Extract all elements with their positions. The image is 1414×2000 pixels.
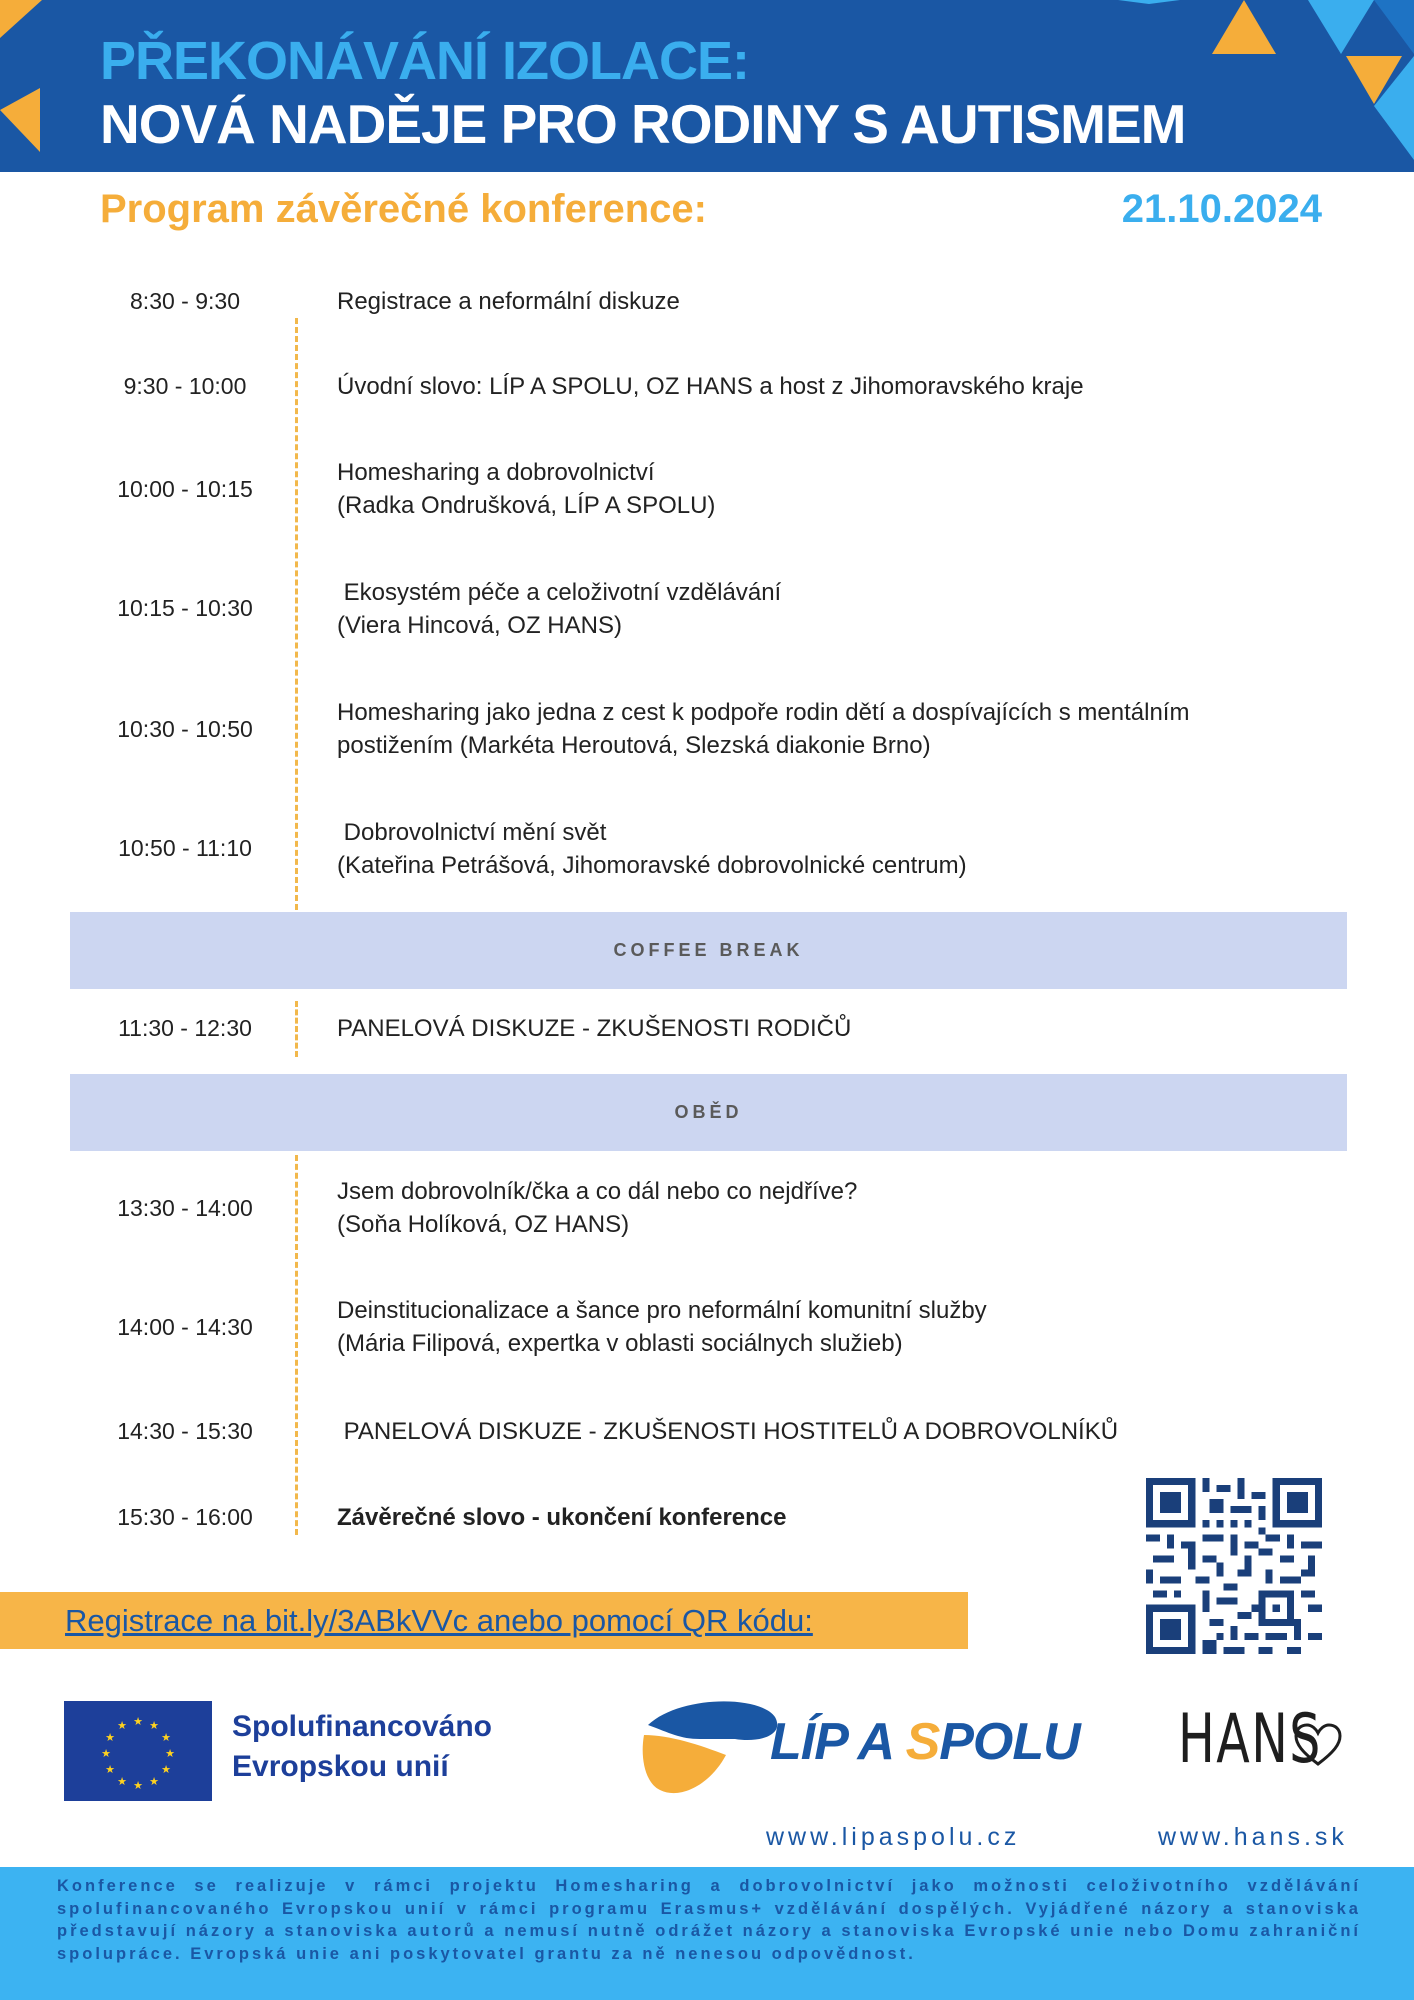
qr-code[interactable] (1146, 1478, 1322, 1654)
eu-cofunding-text: Spolufinancováno Evropskou unií (232, 1710, 493, 1783)
funding-disclaimer: Konference se realizuje v rámci projektu Homesharing a dobrovolnictví jako možnosti celoživotního vzdělávání spolufinancovaného Evropskou unií v rámci programu Erasmus+ vzdělávání dospělých. Vyjádřené názory a stanoviska představují názory a stanoviska autorů a nemusí nutně odrážet názory a stanoviska Evropské unie nebo Domu zahraniční spolupráce. Evropská unie ani poskytovatel grantu za ně nenesou odpovědnost. (57, 1877, 1361, 1963)
schedule-time: 11:30 - 12:30 (118, 1015, 252, 1041)
schedule-item: Deinstitucionalizace a šance pro neformální komunitní služby (Mária Filipová, expertka v oblasti sociálnych služieb) (337, 1297, 987, 1357)
schedule-item: PANELOVÁ DISKUZE - ZKUŠENOSTI RODIČŮ (337, 1015, 852, 1042)
schedule-time: 13:30 - 14:00 (117, 1195, 253, 1221)
schedule-time: 10:30 - 10:50 (117, 716, 253, 742)
schedule-item: Úvodní slovo: LÍP A SPOLU, OZ HANS a host z Jihomoravského kraje (337, 373, 1084, 400)
schedule-item: Ekosystém péče a celoživotní vzdělávání (Viera Hincová, OZ HANS) (337, 579, 782, 639)
svg-text:★: ★ (165, 1748, 175, 1760)
timeline-line (295, 1155, 298, 1535)
svg-text:★: ★ (117, 1776, 127, 1788)
schedule-time: 8:30 - 9:30 (130, 288, 240, 314)
eu-flag-icon (64, 1701, 212, 1801)
svg-text:★: ★ (133, 1716, 143, 1728)
schedule-time: 10:50 - 11:10 (118, 835, 252, 861)
schedule-time: 10:00 - 10:15 (117, 476, 253, 502)
svg-text:★: ★ (105, 1732, 115, 1744)
heart-icon (1292, 1722, 1344, 1768)
coffee-break-band: COFFEE BREAK (70, 912, 1347, 989)
svg-text:★: ★ (133, 1780, 143, 1792)
website-hans[interactable]: www.hans.sk (1158, 1823, 1348, 1851)
schedule-time: 14:30 - 15:30 (117, 1418, 253, 1444)
svg-text:★: ★ (149, 1776, 159, 1788)
svg-text:★: ★ (101, 1748, 111, 1760)
svg-text:★: ★ (149, 1720, 159, 1732)
svg-text:★: ★ (161, 1764, 171, 1776)
schedule-item: Závěrečné slovo - ukončení konference (337, 1504, 787, 1531)
svg-text:★: ★ (117, 1720, 127, 1732)
schedule-item: Registrace a neformální diskuze (337, 288, 680, 315)
registration-link[interactable]: Registrace na bit.ly/3ABkVVc anebo pomocí QR kódu: (65, 1603, 813, 1638)
svg-text:★: ★ (161, 1732, 171, 1744)
event-date: 21.10.2024 (1121, 187, 1322, 231)
title-line-1: PŘEKONÁVÁNÍ IZOLACE: (100, 31, 750, 91)
schedule-item: Jsem dobrovolník/čka a co dál nebo co nejdříve? (Soňa Holíková, OZ HANS) (337, 1178, 858, 1238)
schedule-item: Homesharing a dobrovolnictví (Radka Ondrušková, LÍP A SPOLU) (337, 459, 716, 519)
hans-logo: HANS (1178, 1700, 1322, 1779)
website-lipaspolu[interactable]: www.lipaspolu.cz (766, 1823, 1021, 1851)
schedule-item: Dobrovolnictví mění svět (Kateřina Petrášová, Jihomoravské dobrovolnické centrum) (337, 819, 967, 879)
lunch-break-band: OBĚD (70, 1074, 1347, 1151)
svg-text:★: ★ (105, 1764, 115, 1776)
schedule-item: Homesharing jako jedna z cest k podpoře rodin dětí a dospívajících s mentálním postižením (Markéta Heroutová, Slezská diakonie Brno) (337, 699, 1190, 759)
program-heading: Program závěrečné konference: (100, 187, 707, 231)
schedule-item: PANELOVÁ DISKUZE - ZKUŠENOSTI HOSTITELŮ A DOBROVOLNÍKŮ (337, 1418, 1119, 1445)
timeline-line (295, 318, 298, 910)
timeline-line (295, 1001, 298, 1057)
schedule-time: 10:15 - 10:30 (117, 595, 253, 621)
schedule-time: 9:30 - 10:00 (123, 373, 247, 399)
schedule-time: 14:00 - 14:30 (117, 1314, 253, 1340)
lip-a-spolu-wordmark: LÍP A SPOLU (770, 1713, 1080, 1771)
header-banner (0, 0, 1414, 172)
title-line-2: NOVÁ NADĚJE PRO RODINY S AUTISMEM (100, 93, 1186, 155)
schedule-time: 15:30 - 16:00 (117, 1504, 253, 1530)
